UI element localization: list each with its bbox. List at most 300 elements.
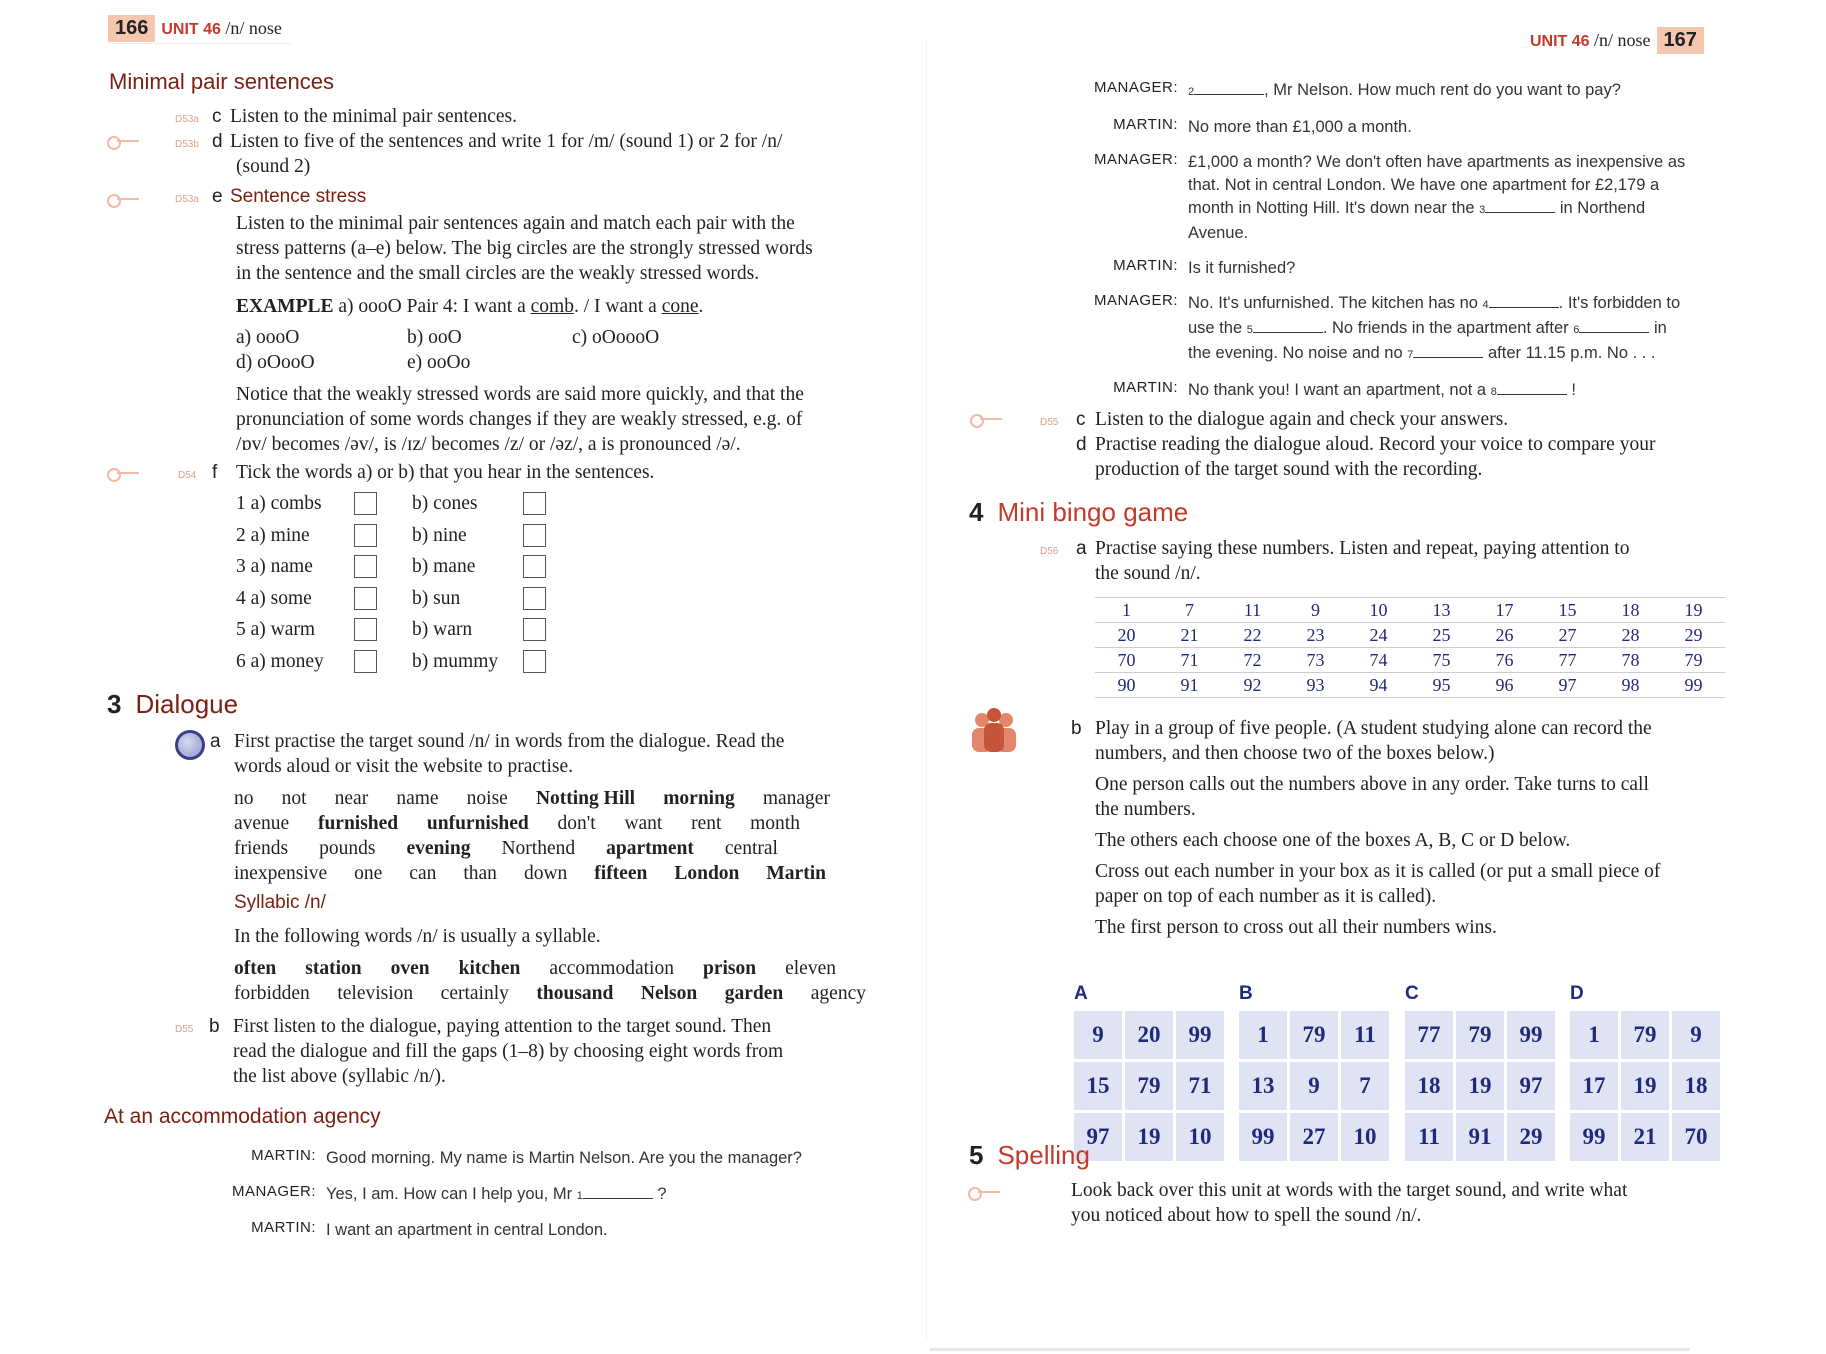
gap-number: 1 (576, 1190, 583, 1202)
item-e (175, 186, 366, 208)
number-cell: 23 (1284, 623, 1347, 648)
bingo-cell[interactable]: 19 (1621, 1062, 1669, 1110)
bingo-b-line: The first person to cross out all their numbers wins. (1095, 917, 1497, 938)
speech: month in Notting Hill. It's down near the (1188, 199, 1475, 217)
syllabic-list (234, 956, 866, 1006)
example-line (236, 294, 703, 319)
number-cell: 76 (1473, 648, 1536, 673)
number-cell: 79 (1662, 648, 1725, 673)
bingo-cell[interactable]: 79 (1621, 1011, 1669, 1059)
sentence-stress-title: Sentence stress (230, 186, 367, 207)
card-label: A (1074, 983, 1088, 1004)
e-line: Listen to the minimal pair sentences again and match each pair with the (236, 213, 795, 234)
bingo-cell[interactable]: 79 (1456, 1011, 1504, 1059)
speaker: MARTIN: (1113, 116, 1178, 133)
bingo-cell[interactable]: 10 (1176, 1113, 1224, 1161)
number-cell: 24 (1347, 623, 1410, 648)
number-cell: 20 (1095, 623, 1158, 648)
section-3-heading (107, 689, 238, 720)
number-cell: 22 (1221, 623, 1284, 648)
key-icon (107, 468, 141, 478)
bingo-cell[interactable]: 71 (1176, 1062, 1224, 1110)
e-line: in the sentence and the small circles are the weakly stressed words. (236, 263, 760, 284)
bingo-cell[interactable]: 29 (1507, 1113, 1555, 1161)
tick-option-b: b) nine (412, 524, 467, 546)
example-end: . (698, 296, 704, 317)
bingo-a (1040, 536, 1760, 564)
speech: . It's forbidden to (1558, 294, 1681, 312)
tick-row (236, 583, 546, 615)
bingo-b-body (1095, 741, 1775, 940)
bingo-cell[interactable]: 17 (1570, 1062, 1618, 1110)
speaker: MARTIN: (251, 1147, 316, 1164)
gap-number: 4 (1482, 299, 1489, 311)
number-cell: 29 (1662, 623, 1725, 648)
speech: No. It's unfurnished. The kitchen has no (1188, 294, 1478, 312)
stress-pattern-a: a) oooO (236, 327, 300, 348)
tick-option-a: 5 a) warm (236, 619, 316, 641)
stress-pattern-c: c) oOoooO (572, 327, 660, 348)
speech: that. Not in central London. We have one apartment for £2,179 a (1188, 176, 1660, 194)
number-cell: 25 (1410, 623, 1473, 648)
minimal-pair-title: Minimal pair sentences (109, 69, 334, 94)
bingo-cell[interactable]: 27 (1290, 1113, 1338, 1161)
tick-option-b: b) mummy (412, 650, 499, 672)
word: down (523, 863, 568, 884)
left-dialogue (208, 1147, 802, 1255)
right-item-d (1076, 432, 1756, 457)
item-d-text: Listen to five of the sentences and write 1 for /m/ (sound 1) or 2 for /n/ (230, 131, 783, 152)
bingo-cell[interactable]: 1 (1570, 1011, 1618, 1059)
bingo-cell[interactable]: 91 (1456, 1113, 1504, 1161)
bingo-cell[interactable]: 79 (1290, 1011, 1338, 1059)
audio-tag-d55-2: D55 (1040, 417, 1059, 428)
audio-tag-d56: D56 (1040, 546, 1059, 557)
letter-c: c (212, 106, 222, 127)
gap-blank[interactable] (1485, 199, 1555, 213)
word: kitchen (458, 958, 521, 979)
checkbox-a[interactable] (354, 650, 377, 673)
bingo-cell[interactable]: 9 (1290, 1062, 1338, 1110)
left-page-header (108, 14, 292, 44)
number-cell: 77 (1536, 648, 1599, 673)
number-cell: 72 (1221, 648, 1284, 673)
gap-number: 2 (1188, 86, 1195, 98)
word-row (234, 786, 830, 811)
number-cell: 7 (1158, 598, 1221, 623)
key-icon (970, 414, 1004, 424)
letter-e: e (212, 186, 223, 207)
word: central (724, 838, 778, 859)
word: accommodation (549, 958, 674, 979)
bingo-cell[interactable]: 11 (1341, 1011, 1389, 1059)
section-number: 4 (969, 497, 984, 527)
dialogue-a (210, 729, 870, 754)
speaker: MANAGER: (1093, 292, 1178, 309)
speaker: MARTIN: (251, 1219, 316, 1236)
number-cell: 97 (1536, 673, 1599, 698)
bingo-cell[interactable]: 9 (1074, 1011, 1122, 1059)
bingo-cell[interactable]: 18 (1672, 1062, 1720, 1110)
number-cell: 70 (1095, 648, 1158, 673)
word: certainly (440, 983, 509, 1004)
speech: in (1653, 319, 1667, 337)
word: want (624, 813, 663, 834)
checkbox-a[interactable] (354, 524, 377, 547)
word: station (305, 958, 362, 979)
number-cell: 95 (1410, 673, 1473, 698)
word: agency (810, 983, 866, 1004)
word: near (334, 788, 369, 809)
tick-option-b: b) mane (412, 556, 476, 578)
speech: I want an apartment in central London. (326, 1221, 608, 1239)
notice-line: Notice that the weakly stressed words are said more quickly, and that the (236, 384, 804, 405)
speaker: MANAGER: (231, 1183, 316, 1200)
gap-number: 3 (1479, 204, 1486, 216)
checkbox-b[interactable] (523, 618, 546, 641)
word: rent (691, 813, 722, 834)
number-cell: 93 (1284, 673, 1347, 698)
gap-number: 5 (1246, 324, 1253, 336)
dialogue-line (1070, 116, 1685, 139)
speech-line (1188, 292, 1680, 317)
word: morning (663, 788, 735, 809)
gap-blank[interactable] (1489, 294, 1559, 308)
numbers-row (1095, 648, 1725, 673)
number-cell: 13 (1410, 598, 1473, 623)
tick-option-b: b) warn (412, 619, 473, 641)
tick-row (236, 646, 546, 678)
bingo-cell[interactable]: 15 (1074, 1062, 1122, 1110)
number-cell: 21 (1158, 623, 1221, 648)
speech: No thank you! I want an apartment, not a (1188, 381, 1487, 399)
bingo-card-d (1570, 983, 1720, 1161)
speech: in Northend (1559, 199, 1646, 217)
number-cell: 78 (1599, 648, 1662, 673)
speech: the evening. No noise and no (1188, 344, 1403, 362)
word: Martin (766, 863, 826, 884)
tick-option-a: 4 a) some (236, 587, 312, 609)
dialogue-b-rest (233, 1039, 783, 1089)
dialogue-line (1070, 151, 1685, 245)
number-cell: 99 (1662, 673, 1725, 698)
bingo-cell[interactable]: 77 (1405, 1011, 1453, 1059)
dialogue-line (208, 1183, 802, 1219)
number-cell: 71 (1158, 648, 1221, 673)
tick-list (236, 488, 546, 677)
word-row (234, 811, 800, 836)
bingo-b-line: the numbers. (1095, 799, 1196, 820)
gap-number: 7 (1407, 349, 1414, 361)
audio-tag-d55: D55 (175, 1024, 194, 1035)
speech: . No friends in the apartment after (1322, 319, 1569, 337)
word-row (234, 861, 826, 886)
group-people-icon (968, 708, 1022, 752)
audio-tag-d53a: D53a (175, 114, 199, 125)
syllabic-title: Syllabic /n/ (234, 892, 326, 913)
number-cell: 11 (1221, 598, 1284, 623)
word: fifteen (594, 863, 648, 884)
card-label: C (1405, 983, 1419, 1004)
right-unit-label: UNIT 46 (1530, 32, 1590, 50)
bingo-cell[interactable]: 99 (1570, 1113, 1618, 1161)
number-cell: 73 (1284, 648, 1347, 673)
spelling-line: Look back over this unit at words with the target sound, and write what (1071, 1180, 1628, 1201)
key-icon (107, 136, 141, 146)
word: forbidden (234, 983, 310, 1004)
number-cell: 90 (1095, 673, 1158, 698)
word: avenue (234, 813, 290, 834)
right-item-d-line-2: production of the target sound with the recording. (1095, 459, 1483, 480)
right-item-d-line: Practise reading the dialogue aloud. Record your voice to compare your (1095, 434, 1656, 455)
section-number: 3 (107, 689, 122, 719)
notice-line: pronunciation of some words changes if they are weakly stressed, e.g. of (236, 409, 803, 430)
number-cell: 26 (1473, 623, 1536, 648)
bingo-b-line: Play in a group of five people. (A student studying alone can record the (1095, 718, 1652, 739)
checkbox-b[interactable] (523, 587, 546, 610)
right-item-c-text: Listen to the dialogue again and check your answers. (1095, 409, 1509, 430)
number-cell: 19 (1662, 598, 1725, 623)
speech: No more than £1,000 a month. (1188, 118, 1412, 136)
number-cell: 92 (1221, 673, 1284, 698)
number-cell: 98 (1599, 673, 1662, 698)
speech: Yes, I am. How can I help you, Mr (326, 1185, 573, 1203)
word-row (234, 836, 778, 861)
bingo-cell[interactable]: 20 (1125, 1011, 1173, 1059)
gap-blank[interactable] (1579, 319, 1649, 333)
page-gutter (926, 40, 927, 1340)
word-list (234, 786, 834, 886)
dialogue-a-line-2: words aloud or visit the website to practise. (234, 756, 574, 777)
key-icon (107, 194, 141, 204)
gap-blank[interactable] (1413, 344, 1483, 358)
speaker: MANAGER: (1093, 151, 1178, 168)
tick-row (236, 551, 546, 583)
number-cell: 15 (1536, 598, 1599, 623)
gap-number: 8 (1490, 386, 1497, 398)
numbers-table (1095, 597, 1725, 698)
bingo-cell[interactable]: 10 (1341, 1113, 1389, 1161)
word: often (234, 958, 277, 979)
word: Northend (501, 838, 576, 859)
e-line: stress patterns (a–e) below. The big circles are the strongly stressed words (236, 238, 813, 259)
item-f-text: Tick the words a) or b) that you hear in the sentences. (236, 462, 655, 483)
number-cell: 91 (1158, 673, 1221, 698)
bingo-cell[interactable]: 21 (1621, 1113, 1669, 1161)
dialogue-line (208, 1219, 802, 1255)
bingo-b-line: Cross out each number in your box as it is called (or put a small piece of (1095, 861, 1661, 882)
item-d (175, 129, 855, 157)
checkbox-b[interactable] (523, 555, 546, 578)
checkbox-a[interactable] (354, 492, 377, 515)
numbers-row (1095, 673, 1725, 698)
speech: ! (1571, 381, 1577, 399)
bingo-card-b (1239, 983, 1389, 1161)
section-title: Dialogue (135, 689, 239, 719)
item-f (178, 460, 654, 488)
bingo-card-a (1074, 983, 1224, 1161)
letter-d: d (212, 131, 223, 152)
stress-pattern-d: d) oOooO (236, 352, 315, 373)
tick-row (236, 614, 546, 646)
number-cell: 18 (1599, 598, 1662, 623)
speech: Is it furnished? (1188, 259, 1296, 277)
gap-blank[interactable] (1497, 381, 1567, 395)
left-page-number: 166 (108, 15, 155, 42)
right-dialogue (1070, 79, 1685, 404)
bingo-cell[interactable]: 18 (1405, 1062, 1453, 1110)
tick-row (236, 488, 546, 520)
bingo-cell[interactable]: 9 (1672, 1011, 1720, 1059)
speech: use the (1188, 319, 1243, 337)
right-item-c (1040, 407, 1508, 435)
example-label: EXAMPLE (236, 296, 334, 317)
bingo-cell[interactable]: 19 (1456, 1062, 1504, 1110)
speech: Avenue. (1188, 224, 1249, 242)
left-unit-sound: /n/ nose (225, 18, 282, 38)
number-cell: 94 (1347, 673, 1410, 698)
card-label: D (1570, 983, 1584, 1004)
number-cell: 96 (1473, 673, 1536, 698)
gap-number: 6 (1573, 324, 1580, 336)
bingo-b (1071, 716, 1761, 741)
numbers-row (1095, 623, 1725, 648)
right-page-number: 167 (1657, 27, 1704, 54)
bingo-cell[interactable]: 70 (1672, 1113, 1720, 1161)
dialogue-line (1070, 292, 1685, 367)
dialogue-a-line: First practise the target sound /n/ in words from the dialogue. Read the (234, 731, 785, 752)
bingo-card-c (1405, 983, 1555, 1161)
bingo-cell[interactable]: 97 (1074, 1113, 1122, 1161)
tick-option-a: 3 a) name (236, 556, 313, 578)
agency-title: At an accommodation agency (104, 1105, 381, 1128)
speech: £1,000 a month? We don't often have apartments as inexpensive as (1188, 153, 1686, 171)
word: garden (724, 983, 784, 1004)
checkbox-b[interactable] (523, 492, 546, 515)
section-4-heading (969, 497, 1188, 528)
website-icon (175, 730, 205, 760)
bingo-cell[interactable]: 13 (1239, 1062, 1287, 1110)
gap-blank[interactable] (583, 1185, 653, 1199)
word: prison (702, 958, 757, 979)
word: friends (234, 838, 289, 859)
example-text: a) oooO Pair 4: I want a (338, 296, 526, 317)
stress-pattern-e: e) ooOo (407, 352, 471, 373)
section-number: 5 (969, 1140, 984, 1170)
number-cell: 28 (1599, 623, 1662, 648)
right-page-header (1530, 25, 1704, 55)
spelling-text (1071, 1178, 1771, 1228)
letter-b: b (1071, 718, 1082, 739)
bingo-cell[interactable]: 99 (1507, 1011, 1555, 1059)
word: inexpensive (234, 863, 328, 884)
notice-line: /ɒv/ becomes /əv/, is /ɪz/ becomes /z/ or /əz/, a is pronounced /ə/. (236, 434, 741, 455)
tick-option-a: 6 a) money (236, 650, 324, 672)
word: no (234, 788, 254, 809)
checkbox-a[interactable] (354, 555, 377, 578)
item-c-text: Listen to the minimal pair sentences. (230, 106, 518, 127)
bingo-cell[interactable]: 97 (1507, 1062, 1555, 1110)
item-d-text-2: (sound 2) (236, 156, 311, 177)
word: oven (390, 958, 430, 979)
number-cell: 10 (1347, 598, 1410, 623)
section-title: Mini bingo game (997, 497, 1189, 527)
checkbox-a[interactable] (354, 618, 377, 641)
tick-option-b: b) cones (412, 493, 478, 515)
number-cell: 75 (1410, 648, 1473, 673)
word: evening (406, 838, 471, 859)
number-cell: 74 (1347, 648, 1410, 673)
number-cell: 9 (1284, 598, 1347, 623)
bingo-cell[interactable]: 19 (1125, 1113, 1173, 1161)
number-cell: 1 (1095, 598, 1158, 623)
spelling-line: you noticed about how to spell the sound /n/. (1071, 1205, 1422, 1226)
word: than (463, 863, 497, 884)
speaker: MARTIN: (1113, 379, 1178, 396)
word: one (354, 863, 383, 884)
bingo-cell[interactable]: 99 (1176, 1011, 1224, 1059)
dialogue-b (175, 1014, 875, 1042)
bingo-cell[interactable]: 79 (1125, 1062, 1173, 1110)
dialogue-line (1070, 257, 1685, 280)
number-cell: 17 (1473, 598, 1536, 623)
bingo-b-line: paper on top of each number as it is called). (1095, 886, 1437, 907)
word-row (234, 981, 866, 1006)
speech-end: ? (657, 1185, 667, 1203)
audio-tag-d54: D54 (178, 470, 197, 481)
letter-b: b (209, 1016, 220, 1037)
letter-f: f (212, 462, 218, 483)
speech-line (1188, 317, 1680, 342)
section-5-heading (969, 1140, 1090, 1171)
bingo-cell[interactable]: 11 (1405, 1113, 1453, 1161)
speaker: MANAGER: (1093, 79, 1178, 96)
word: television (337, 983, 414, 1004)
word: Notting Hill (535, 788, 636, 809)
word-row (234, 956, 836, 981)
section-title: Spelling (997, 1140, 1090, 1170)
dialogue-line (1070, 79, 1685, 104)
gap-blank[interactable] (1253, 319, 1323, 333)
example-word-1: comb (530, 296, 574, 317)
item-e-body (236, 211, 876, 286)
word: manager (762, 788, 830, 809)
left-unit-label: UNIT 46 (161, 21, 221, 38)
syllabic-intro: In the following words /n/ is usually a syllable. (234, 926, 601, 947)
checkbox-b[interactable] (523, 524, 546, 547)
checkbox-b[interactable] (523, 650, 546, 673)
tick-option-b: b) sun (412, 587, 461, 609)
tick-option-a: 1 a) combs (236, 493, 322, 515)
audio-tag-d53b: D53b (175, 139, 199, 150)
bingo-cell[interactable]: 99 (1239, 1113, 1287, 1161)
word: London (674, 863, 740, 884)
word: thousand (536, 983, 614, 1004)
bingo-cell[interactable]: 1 (1239, 1011, 1287, 1059)
word: can (409, 863, 437, 884)
stress-pattern-b: b) ooO (407, 327, 462, 348)
word: apartment (606, 838, 694, 859)
right-unit-sound: /n/ nose (1594, 29, 1651, 50)
bingo-cell[interactable]: 7 (1341, 1062, 1389, 1110)
gap-blank[interactable] (1194, 81, 1264, 95)
dialogue-line (1070, 379, 1685, 404)
example-mid: . / I want a (573, 296, 657, 317)
word: month (750, 813, 800, 834)
word: name (396, 788, 439, 809)
checkbox-a[interactable] (354, 587, 377, 610)
word: not (281, 788, 307, 809)
